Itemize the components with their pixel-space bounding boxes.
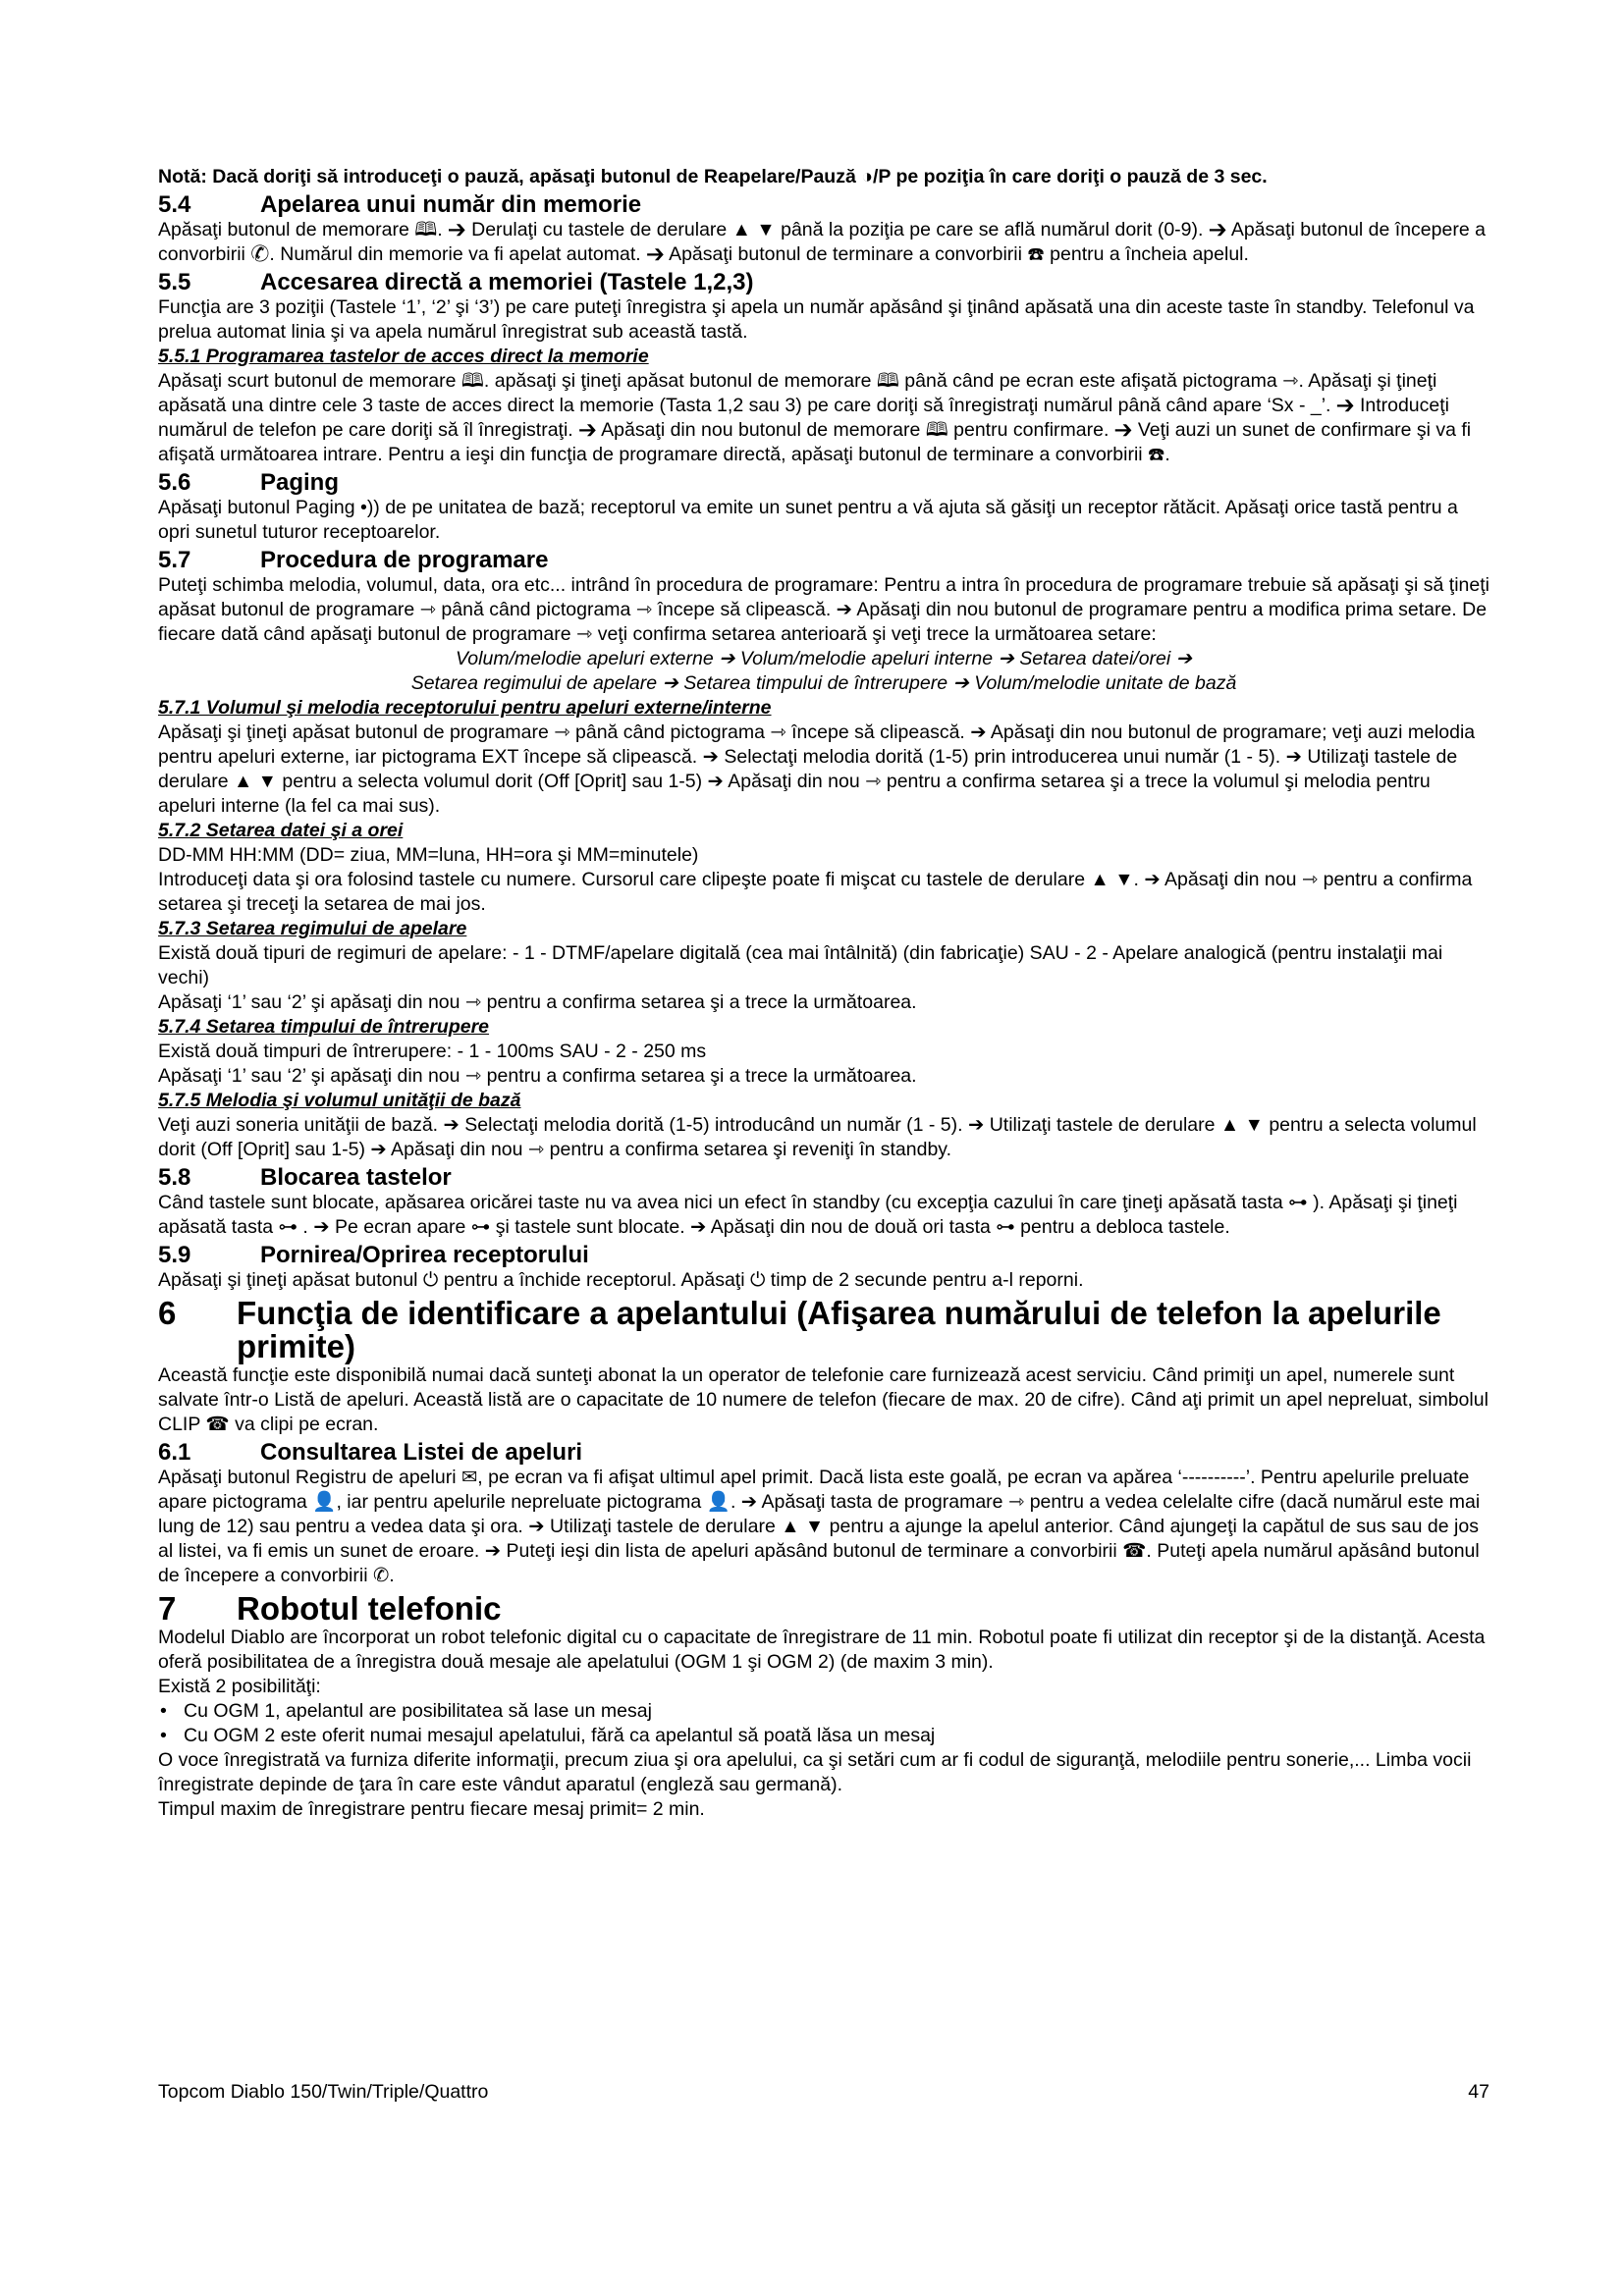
chapter-number: 7: [158, 1590, 177, 1627]
section-5-4-text: Apăsaţi butonul de memorare 🕮. ➔ Derulaţi cu tastele de derulare ▲ ▼ până la poziţia pe care se află numărul dorit (0-9). ➔ Apăsaţi butonul de începere a convorbirii ✆. Numărul din memorie va fi apelat automat. ➔ Apăsaţi butonul de terminare a convorbirii ☎ pentru a încheia apelul.: [158, 219, 1486, 265]
list-item: • Cu OGM 1, apelantul are posibilitatea să lase un mesaj: [158, 1699, 1489, 1724]
chapter-6-heading: [158, 1297, 1489, 1363]
section-5-6-text: Apăsaţi butonul Paging •)) de pe unitatea de bază; receptorul va emite un sunet pentru a vă ajuta să găsiţi un receptor rătăcit. Apăsaţi orice tastă pentru a opri sunetul tuturor receptoarelor.: [158, 497, 1458, 543]
subsection-5-7-3-instruction: Apăsaţi ‘1’ sau ‘2’ şi apăsaţi din nou ⇾ pentru a confirma setarea şi a trece la următoarea.: [158, 991, 917, 1013]
chapter-6-text: Această funcţie este disponibilă numai dacă sunteţi abonat la un operator de telefonie care furnizează acest serviciu. Când primiţi un apel, numerele sunt salvate într-o Listă de apeluri. Această listă are o capacitate de 10 numere de telefon (fiecare de max. 20 de cifre). Când aţi primit un apel nepreluat, simbolul CLIP ☎ va clipi pe ecran.: [158, 1364, 1489, 1435]
section-5-8-heading: [158, 1165, 1489, 1191]
section-number: 5.7: [158, 547, 191, 573]
section-title: Apelarea unui număr din memorie: [260, 191, 642, 218]
page-number: 47: [1468, 2081, 1489, 2103]
footer-product-name: Topcom Diablo 150/Twin/Triple/Quattro: [158, 2081, 489, 2103]
subsection-5-7-4-instruction: Apăsaţi ‘1’ sau ‘2’ şi apăsaţi din nou ⇾ pentru a confirma setarea şi a trece la următoarea.: [158, 1065, 917, 1087]
section-number: 5.6: [158, 469, 191, 496]
subsection-5-5-1-heading: 5.5.1 Programarea tastelor de acces direct la memorie: [158, 346, 649, 367]
settings-flow-line-2: Setarea regimului de apelare ➔ Setarea timpului de întrerupere ➔ Volum/melodie unitate de bază: [410, 672, 1237, 694]
section-5-7-heading: [158, 548, 1489, 573]
chapter-7-voice-text: O voce înregistrată va furniza diferite informaţii, precum ziua şi ora apelului, ca şi setări cum ar fi codul de siguranţă, melodiile pentru sonerie,... Limba vocii înregistrate depinde de ţara în care este vândut aparatul (engleză sau germană).: [158, 1749, 1472, 1795]
page-content: [158, 165, 1489, 1822]
settings-flow-line-1: Volum/melodie apeluri externe ➔ Volum/melodie apeluri interne ➔ Setarea datei/orei ➔: [456, 648, 1192, 669]
ogm-options-list: [158, 1699, 1489, 1748]
subsection-5-7-3-text: Există două tipuri de regimuri de apelare: - 1 - DTMF/apelare digitală (cea mai întâlnită) (din fabricaţie) SAU - 2 - Apelare analogică (pentru instalaţii mai vechi): [158, 942, 1443, 988]
subsection-5-7-1-heading: 5.7.1 Volumul şi melodia receptorului pentru apeluri externe/interne: [158, 697, 772, 719]
subsection-5-7-4-heading: 5.7.4 Setarea timpului de întrerupere: [158, 1016, 490, 1038]
section-title: Procedura de programare: [260, 547, 549, 573]
chapter-title: Funcţia de identificare a apelantului (Afişarea numărului de telefon la apelurile primite): [237, 1295, 1441, 1364]
section-number: 6.1: [158, 1439, 191, 1466]
subsection-5-7-1-text: Apăsaţi şi ţineţi apăsat butonul de programare ⇾ până când pictograma ⇾ începe să clipească. ➔ Apăsaţi din nou butonul de programare; veţi auzi melodia pentru apeluri externe, iar pictograma EXT începe să clipească. ➔ Selectaţi melodia dorită (1-5) prin introducerea unui număr (1 - 5). ➔ Utilizaţi tastele de derulare ▲ ▼ pentru a selecta volumul dorit (Off [Oprit] sau 1-5) ➔ Apăsaţi din nou ⇾ pentru a confirma setarea şi a trece la volumul şi melodia pentru apeluri interne (la fel ca mai sus).: [158, 721, 1476, 817]
section-number: 5.8: [158, 1164, 191, 1191]
section-6-1-text: Apăsaţi butonul Registru de apeluri ✉, pe ecran va fi afişat ultimul apel primit. Dacă lista este goală, pe ecran va apărea ‘----------’. Pentru apelurile preluate apare pictograma 👤, iar pentru apelurile nepreluate pictograma 👤. ➔ Apăsaţi tasta de programare ⇾ pentru a vedea celelalte cifre (dacă numărul este mai lung de 12) sau pentru a vedea data şi ora. ➔ Utilizaţi tastele de derulare ▲ ▼ pentru a ajunge la apelul anterior. Când ajungeţi la capătul de sus sau de jos al listei, va fi emis un sunet de eroare. ➔ Puteţi ieşi din lista de apeluri apăsând butonul de terminare a convorbirii ☎. Puteţi apela numărul apăsând butonul de începere a convorbirii ✆.: [158, 1467, 1481, 1586]
section-title: Blocarea tastelor: [260, 1164, 452, 1191]
section-5-5-heading: [158, 270, 1489, 295]
section-title: Accesarea directă a memoriei (Tastele 1,2,3): [260, 269, 754, 295]
section-title: Pornirea/Oprirea receptorului: [260, 1242, 589, 1268]
subsection-5-7-2-text: Introduceţi data şi ora folosind tastele cu numere. Cursorul care clipeşte poate fi mişcat cu tastele de derulare ▲ ▼. ➔ Apăsaţi din nou ⇾ pentru a confirma setarea şi treceţi la setarea de mai jos.: [158, 869, 1473, 915]
subsection-5-7-5-heading: 5.7.5 Melodia şi volumul unităţii de bază: [158, 1090, 521, 1111]
chapter-7-text: Modelul Diablo are încorporat un robot telefonic digital cu o capacitate de înregistrare de 11 min. Robotul poate fi utilizat din receptor şi de la distanţă. Acesta oferă posibilitatea de a înregistra două mesaje ale apelatului (OGM 1 şi OGM 2) (de maxim 3 min).: [158, 1627, 1486, 1673]
section-title: Paging: [260, 469, 340, 496]
chapter-7-max-time: Timpul maxim de înregistrare pentru fiecare mesaj primit= 2 min.: [158, 1798, 705, 1820]
page-footer: [158, 2081, 1489, 2104]
subsection-5-7-5-text: Veţi auzi soneria unităţii de bază. ➔ Selectaţi melodia dorită (1-5) introducând un număr (1 - 5). ➔ Utilizaţi tastele de derulare ▲ ▼ pentru a selecta volumul dorit (Off [Oprit] sau 1-5) ➔ Apăsaţi din nou ⇾ pentru a confirma setarea şi reveniţi în standby.: [158, 1114, 1477, 1160]
section-number: 5.9: [158, 1242, 191, 1268]
chapter-7-heading: [158, 1592, 1489, 1626]
chapter-number: 6: [158, 1295, 177, 1331]
section-5-6-heading: [158, 470, 1489, 496]
section-5-5-text: Funcţia are 3 poziţii (Tastele ‘1’, ‘2’ şi ‘3’) pe care puteţi înregistra şi apela un număr apăsând şi ţinând apăsată una din aceste taste în standby. Telefonul va prelua automat linia şi va apela numărul înregistrat sub această tastă.: [158, 296, 1475, 343]
subsection-5-7-2-format: DD-MM HH:MM (DD= ziua, MM=luna, HH=ora şi MM=minutele): [158, 844, 699, 866]
section-number: 5.4: [158, 191, 191, 218]
section-5-9-text: Apăsaţi şi ţineţi apăsat butonul ⏻ pentru a închide receptorul. Apăsaţi ⏻ timp de 2 secunde pentru a-l reporni.: [158, 1269, 1084, 1291]
list-item: • Cu OGM 2 este oferit numai mesajul apelatului, fără ca apelantul să poată lăsa un mesaj: [158, 1724, 1489, 1748]
chapter-7-options-intro: Există 2 posibilităţi:: [158, 1676, 321, 1697]
subsection-5-7-2-heading: 5.7.2 Setarea datei şi a orei: [158, 820, 404, 841]
section-number: 5.5: [158, 269, 191, 295]
section-6-1-heading: [158, 1440, 1489, 1466]
section-5-9-heading: [158, 1243, 1489, 1268]
chapter-title: Robotul telefonic: [237, 1590, 502, 1627]
section-5-7-text: Puteţi schimba melodia, volumul, data, ora etc... intrând în procedura de programare: Pentru a intra în procedura de programare trebuie să apăsaţi şi să ţineţi apăsat butonul de programare ⇾ până când pictograma ⇾ începe să clipească. ➔ Apăsaţi din nou butonul de programare pentru a modifica prima setare. De fiecare dată când apăsaţi butonul de programare ⇾ veţi confirma setarea anterioară şi veţi trece la următoarea setare:: [158, 574, 1489, 645]
subsection-5-7-4-text: Există două timpuri de întrerupere: - 1 - 100ms SAU - 2 - 250 ms: [158, 1041, 707, 1062]
section-5-4-heading: [158, 192, 1489, 218]
pause-note: Notă: Dacă doriţi să introduceţi o pauză, apăsaţi butonul de Reapelare/Pauză ◑/P pe poziţia în care doriţi o pauză de 3 sec.: [158, 166, 1268, 187]
subsection-5-5-1-text: Apăsaţi scurt butonul de memorare 🕮. apăsaţi şi ţineţi apăsat butonul de memorare 🕮 până când pe ecran este afişată pictograma ⇾. Apăsaţi şi ţineţi apăsată una dintre cele 3 taste de acces direct la memorie (Tasta 1,2 sau 3) pe care doriţi să înregistraţi numărul până când apare ‘Sx - _’. ➔ Introduceţi numărul de telefon pe care doriţi să îl înregistraţi. ➔ Apăsaţi din nou butonul de memorare 🕮 pentru confirmare. ➔ Veţi auzi un sunet de confirmare şi va fi afişată următoarea intrare. Pentru a ieşi din funcţia de programare directă, apăsaţi butonul de terminare a convorbirii ☎.: [158, 370, 1472, 465]
section-5-8-text: Când tastele sunt blocate, apăsarea oricărei taste nu va avea nici un efect în standby (cu excepţia cazului în care ţineţi apăsată tasta ⊶ ). Apăsaţi şi ţineţi apăsată tasta ⊶ . ➔ Pe ecran apare ⊶ şi tastele sunt blocate. ➔ Apăsaţi din nou de două ori tasta ⊶ pentru a debloca tastele.: [158, 1192, 1458, 1238]
section-title: Consultarea Listei de apeluri: [260, 1439, 583, 1466]
subsection-5-7-3-heading: 5.7.3 Setarea regimului de apelare: [158, 918, 467, 939]
